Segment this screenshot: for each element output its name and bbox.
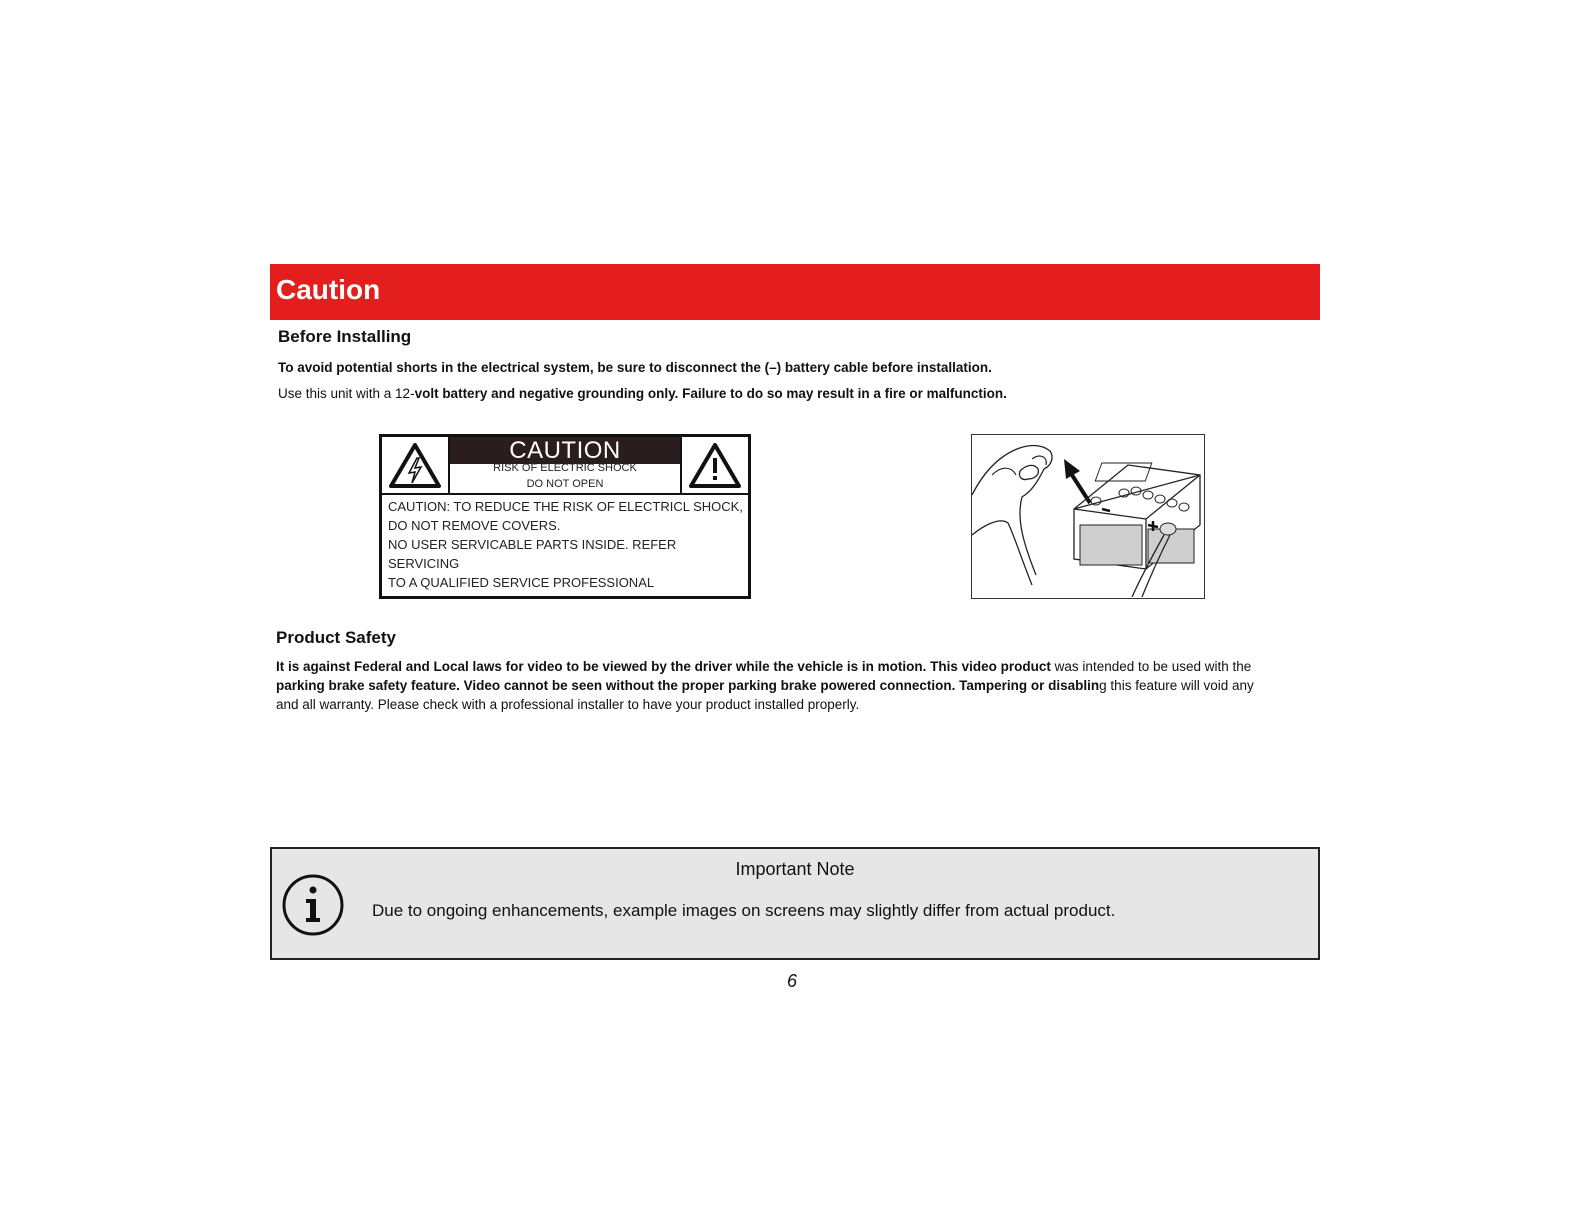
before-installing-line2 (278, 384, 1007, 403)
page-title: Caution (276, 274, 381, 305)
before-installing-line1: To avoid potential shorts in the electrical system, be sure to disconnect the (–) battery cable before installation. (278, 360, 992, 375)
safety-bold-2: parking brake safety feature. Video cannot be seen without the proper parking brake powered connection. Tampering or disablin (276, 678, 1100, 693)
safety-line (276, 676, 1316, 695)
caution-label-title: CAUTION (450, 437, 680, 464)
note-text: Due to ongoing enhancements, example images on screens may slightly differ from actual product. (372, 901, 1116, 920)
caution-label (379, 434, 751, 599)
lightning-warning-icon (388, 441, 442, 489)
product-safety-heading: Product Safety (276, 628, 396, 647)
caution-body-line: DO NOT REMOVE COVERS. (388, 518, 561, 533)
caution-label-body (388, 497, 744, 592)
before-installing-heading: Before Installing (278, 327, 412, 346)
important-note-box (270, 847, 1320, 960)
caution-label-sub2: DO NOT OPEN (526, 478, 604, 490)
page-number: 6 (786, 971, 797, 991)
caution-body-line: CAUTION: TO REDUCE THE RISK OF ELECTRICL SHOCK, (388, 499, 743, 514)
line2-plain: Use this unit with a 12- (278, 386, 415, 401)
caution-body-line: NO USER SERVICABLE PARTS INSIDE. REFER SERVICING (388, 537, 677, 571)
safety-plain-2: g this feature will void any (1099, 678, 1254, 693)
exclamation-warning-icon (688, 441, 742, 489)
safety-bold-1: It is against Federal and Local laws for video to be viewed by the driver while the vehicle is in motion. This video product (276, 659, 1051, 674)
line2-bold: volt battery and negative grounding only. Failure to do so may result in a fire or malfunction. (414, 386, 1007, 401)
safety-plain-1: was intended to be used with the (1050, 659, 1252, 674)
caution-label-sub1: RISK OF ELECTRIC SHOCK (493, 462, 637, 474)
info-icon (280, 873, 346, 937)
product-safety-text (276, 657, 1316, 714)
battery-illustration (971, 434, 1205, 599)
caution-header (450, 437, 680, 493)
caution-banner (270, 264, 1320, 320)
safety-line: and all warranty. Please check with a professional installer to have your product installed properly. (276, 697, 860, 712)
note-title: Important Note (735, 859, 855, 879)
caution-body-line: TO A QUALIFIED SERVICE PROFESSIONAL (388, 575, 655, 590)
battery-disconnect-illustration (972, 435, 1203, 597)
shock-warning-box (382, 437, 450, 493)
caution-label-top (382, 437, 748, 495)
exclamation-warning-box (680, 437, 748, 493)
safety-line (276, 657, 1316, 676)
